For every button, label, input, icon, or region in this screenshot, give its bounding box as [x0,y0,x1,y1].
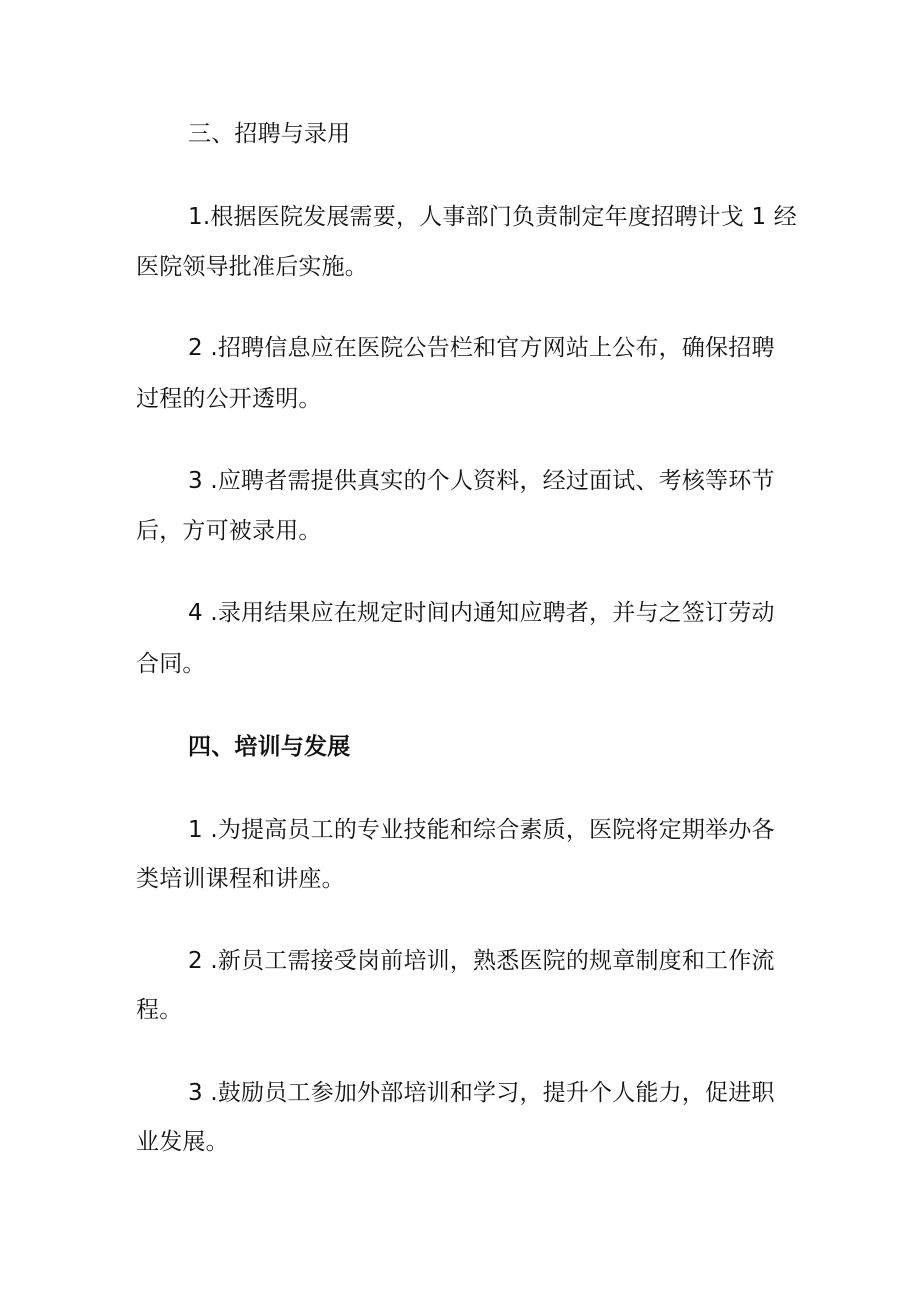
section-3-item-4-line-2: 合同。 [136,651,206,677]
section-4-item-1-line-1: 1 .为提高员工的专业技能和综合素质，医院将定期举办各 [188,817,775,843]
section-4-item-3-line-1: 3 .鼓励员工参加外部培训和学习，提升个人能力，促进职 [188,1080,775,1106]
section-4-heading: 四、培训与发展 [188,734,351,760]
section-3-item-2-line-2: 过程的公开透明。 [136,386,322,412]
section-3-item-1-line-1: 1.根据医院发展需要，人事部门负责制定年度招聘计戈 1 经 [188,204,797,230]
section-4-item-2-line-2: 程。 [136,997,183,1023]
section-3-item-2-line-1: 2 .招聘信息应在医院公告栏和官方网站上公布，确保招聘 [188,335,775,361]
section-4-item-1-line-2: 类培训课程和讲座。 [136,866,345,892]
section-4-item-2-line-1: 2 .新员工需接受岗前培训，熟悉医院的规章制度和工作流 [188,948,775,974]
section-3-item-3-line-2: 后，方可被录用。 [136,518,322,544]
section-3-item-3-line-1: 3 .应聘者需提供真实的个人资料，经过面试、考核等环节 [188,468,775,494]
section-4-item-3-line-2: 业发展。 [136,1129,229,1155]
section-3-heading: 三、招聘与录用 [188,121,351,147]
section-3-item-1-line-2: 医院领导批准后实施。 [136,254,368,280]
section-3-item-4-line-1: 4 .录用结果应在规定时间内通知应聘者，并与之签订劳动 [188,600,775,626]
